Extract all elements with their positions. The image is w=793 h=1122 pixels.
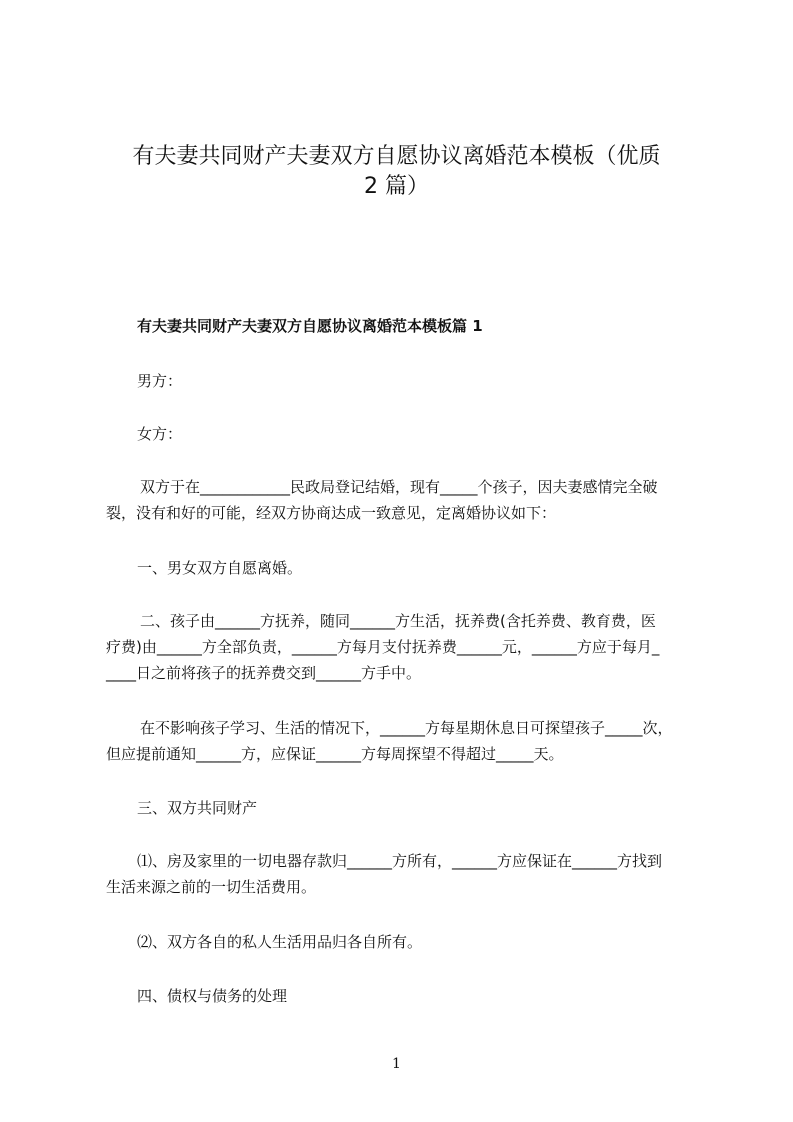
clause-2-line-3: ____日之前将孩子的抚养费交到______方手中。 [106,664,422,682]
property-1-line-2: 生活来源之前的一切生活费用。 [106,878,317,896]
section-heading: 有夫妻共同财产夫妻双方自愿协议离婚范本模板篇 1 [137,317,483,335]
clause-2-line-1: 二、孩子由______方抚养，随同______方生活，抚养费(含托养费、教育费，医 [140,612,656,630]
document-title [96,142,697,202]
visitation-line-1: 在不影响孩子学习、生活的情况下，______方每星期休息日可探望孩子_____次， [140,719,673,737]
visitation-line-2: 但应提前通知______方，应保证______方每周探望不得超过_____天。 [106,745,564,763]
title-line-2: 2 篇） [364,174,429,199]
page-number: 1 [392,1056,401,1072]
property-1-line-1: ⑴、房及家里的一切电器存款归______方所有，______方应保证在______方找到 [137,852,663,870]
clause-1: 一、男女双方自愿离婚。 [137,559,303,577]
property-2: ⑵、双方各自的私人生活用品归各自所有。 [137,933,423,951]
female-party-label: 女方： [137,425,183,443]
title-line-1: 有夫妻共同财产夫妻双方自愿协议离婚范本模板（优质 [132,144,661,169]
clause-4: 四、债权与债务的处理 [137,987,288,1005]
male-party-label: 男方： [137,372,183,390]
clause-3: 三、双方共同财产 [137,799,258,817]
intro-line-1: 双方于在____________民政局登记结婚，现有_____个孩子，因夫妻感情完全破 [140,478,658,496]
clause-2-line-2: 疗费)由______方全部负责，______方每月支付抚养费______元，______方应于每月_ [106,638,660,656]
intro-line-2: 裂，没有和好的可能，经双方协商达成一致意见，定离婚协议如下： [106,504,557,522]
